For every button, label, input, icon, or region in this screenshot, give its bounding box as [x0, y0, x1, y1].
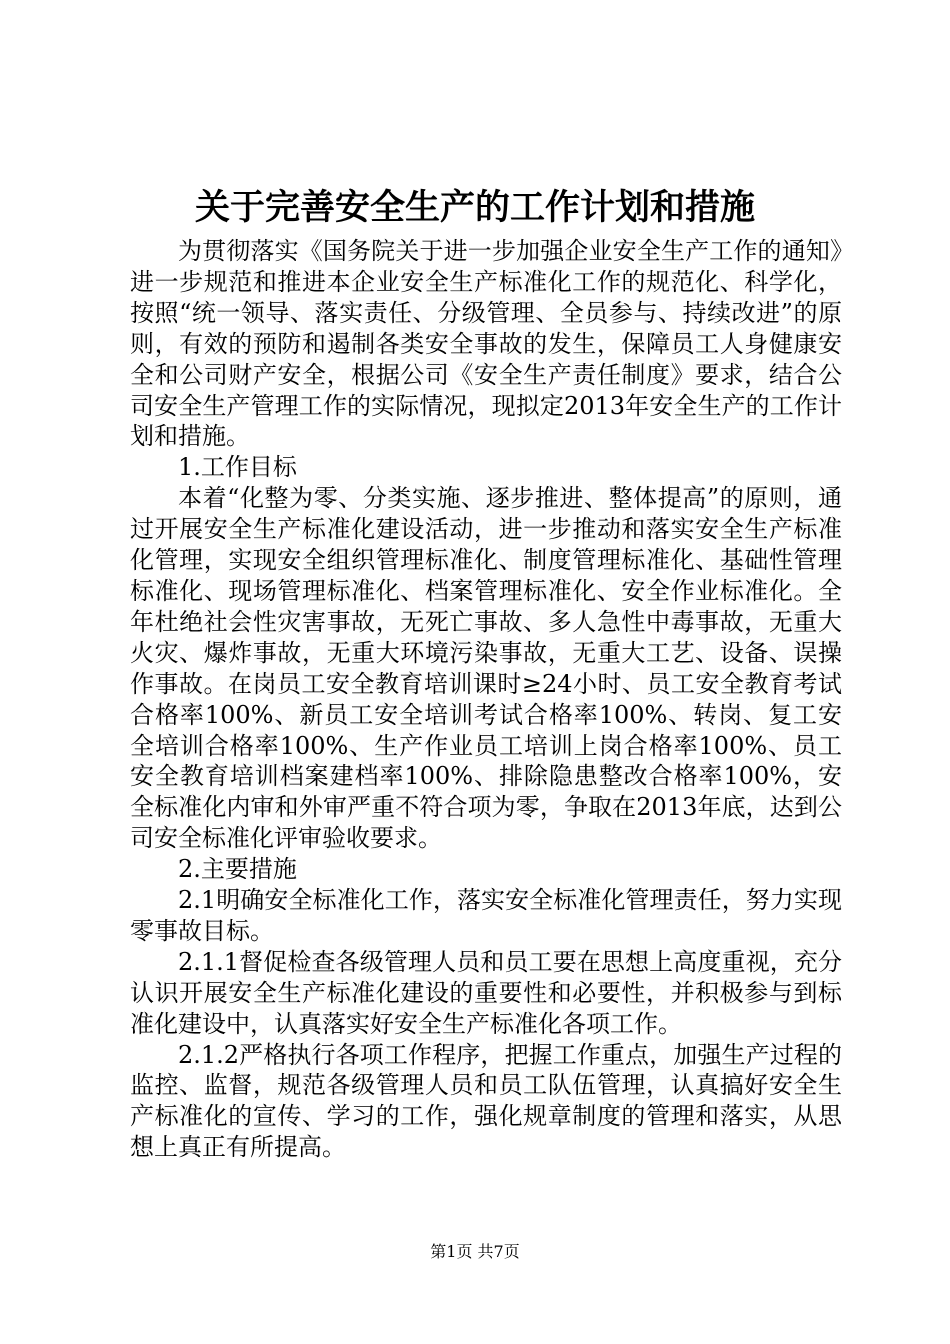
measure-2-1-paragraph: 2.1明确安全标准化工作，落实安全标准化管理责任，努力实现零事故目标。	[130, 886, 842, 945]
section-heading-work-goals: 1.工作目标	[178, 453, 297, 482]
section-heading-main-measures: 2.主要措施	[178, 855, 297, 884]
measure-2-1-2-paragraph: 2.1.2严格执行各项工作程序，把握工作重点，加强生产过程的监控、监督，规范各级管理人员和员工队伍管理，认真搞好安全生产标准化的宣传、学习的工作，强化规章制度的管理和落实，从思想上真正有所提高。	[130, 1040, 842, 1162]
measure-2-1-1-paragraph: 2.1.1督促检查各级管理人员和员工要在思想上高度重视，充分认识开展安全生产标准化建设的重要性和必要性，并积极参与到标准化建设中，认真落实好安全生产标准化各项工作。	[130, 947, 842, 1038]
document-title: 关于完善安全生产的工作计划和措施	[194, 188, 755, 228]
document-body	[130, 236, 842, 1163]
intro-paragraph: 为贯彻落实《国务院关于进一步加强企业安全生产工作的通知》进一步规范和推进本企业安全生产标准化工作的规范化、科学化，按照“统一领导、落实责任、分级管理、全员参与、持续改进”的原则，有效的预防和遏制各类安全事故的发生，保障员工人身健康安全和公司财产安全，根据公司《安全生产责任制度》要求，结合公司安全生产管理工作的实际情况，现拟定2013年安全生产的工作计划和措施。	[130, 237, 842, 451]
page-number-footer: 第1页 共7页	[430, 1242, 520, 1261]
work-goals-paragraph: 本着“化整为零、分类实施、逐步推进、整体提高”的原则，通过开展安全生产标准化建设活动，进一步推动和落实安全生产标准化管理，实现安全组织管理标准化、制度管理标准化、基础性管理标准化、现场管理标准化、档案管理标准化、安全作业标准化。全年杜绝社会性灾害事故，无死亡事故、多人急性中毒事故，无重大火灾、爆炸事故，无重大环境污染事故，无重大工艺、设备、误操作事故。在岗员工安全教育培训课时≥24小时、员工安全教育考试合格率100%、新员工安全培训考试合格率100%、转岗、复工安全培训合格率100%、生产作业员工培训上岗合格率100%、员工安全教育培训档案建档率100%、排除隐患整改合格率100%，安全标准化内审和外审严重不符合项为零，争取在2013年底，达到公司安全标准化评审验收要求。	[130, 484, 842, 853]
